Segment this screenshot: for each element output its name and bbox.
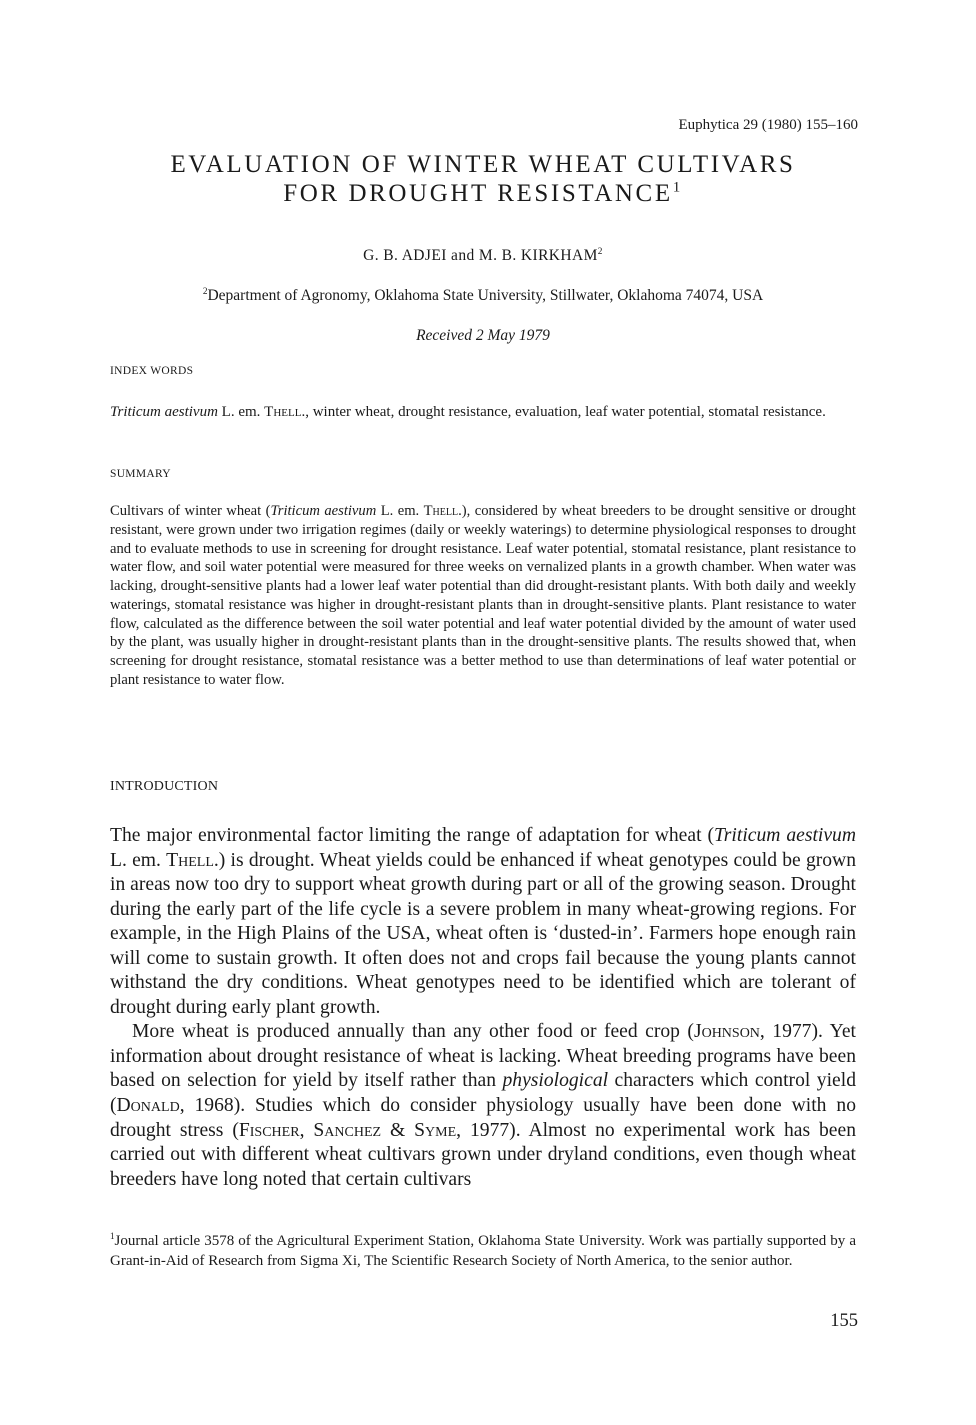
author-names: G. B. ADJEI and M. B. KIRKHAM	[363, 247, 598, 264]
footnote-text: Journal article 3578 of the Agricultural Experiment Station, Oklahoma State University. Work was partially supported by a Grant-in-Aid of Research from Sigma Xi, The Scientific Research Society of North America, to the senior author.	[110, 1233, 856, 1269]
keyword-species: Triticum aestivum	[110, 404, 218, 420]
page-number: 155	[830, 1311, 858, 1331]
introduction-body	[110, 824, 856, 1192]
author-affiliation-marker: 2	[597, 246, 603, 257]
article-title	[110, 150, 856, 208]
journal-citation: Euphytica 29 (1980) 155–160	[678, 117, 858, 133]
author-list	[110, 247, 856, 265]
citation-donald: Donald	[116, 1095, 180, 1117]
summary-species: Triticum aestivum	[270, 503, 377, 519]
keyword-author: Thell	[264, 404, 302, 420]
title-footnote-marker: 1	[672, 179, 683, 196]
affiliation	[110, 287, 856, 305]
intro-paragraph-2: More wheat is produced annually than any other food or feed crop (Johnson, 1977). Yet information about drought resistance of wheat is lacking. Wheat breeding programs have been based on selection for yield by itself rather than physiological characters which control yield (Donald, 1968). Studies which do consider physiology usually have been done with no drought stress (Fischer, Sanchez & Syme, 1977). Almost no experimental work has been carried out with different wheat cultivars grown under dryland conditions, even though wheat breeders have long noted that certain cultivars	[110, 1021, 856, 1190]
intro-paragraph-1: The major environmental factor limiting the range of adaptation for wheat (Triticum aestivum L. em. Thell.) is drought. Wheat yields could be enhanced if wheat genotypes could be grown in areas now too dry to support wheat growth during part or all of the growing season. Drought during the early part of the life cycle is a severe problem in many wheat-growing regions. For example, in the High Plains of the USA, wheat often is ‘dusted-in’. Farmers hope enough rain will come to sustain growth. It often does not and crops fail because the young plants cannot withstand the dry conditions. Wheat genotypes need to be identified which are tolerant of drought during early plant growth.	[110, 825, 857, 1018]
title-line-2: FOR DROUGHT RESISTANCE	[283, 180, 673, 207]
index-words: Triticum aestivum L. em. Thell., winter wheat, drought resistance, evaluation, leaf water potential, stomatal resistance.	[110, 404, 826, 420]
affiliation-marker: 2	[202, 286, 208, 297]
emphasis-physiological: physiological	[502, 1070, 609, 1092]
title-line-1: EVALUATION OF WINTER WHEAT CULTIVARS	[170, 151, 796, 178]
intro-species: Triticum aestivum	[713, 825, 856, 846]
introduction-heading: INTRODUCTION	[110, 779, 219, 794]
citation-sanchez: Sanchez	[313, 1119, 382, 1141]
footnote-marker: 1	[110, 1231, 115, 1241]
received-date: Received 2 May 1979	[416, 327, 550, 344]
affiliation-text: Department of Agronomy, Oklahoma State University, Stillwater, Oklahoma 74074, USA	[207, 287, 764, 304]
index-words-heading: INDEX WORDS	[110, 365, 194, 377]
footnote	[110, 1232, 856, 1271]
citation-fischer: Fischer	[238, 1119, 300, 1141]
summary-text: Cultivars of winter wheat (Triticum aestivum L. em. Thell.), considered by wheat breeders to be drought sensitive or drought resistant, were grown under two irrigation regimes (daily or weekly waterings) to determine physiological responses to drought and to evaluate methods to use in screening for drought resistance. Leaf water potential, stomatal resistance, plant resistance to water flow, and soil water potential were measured for three weeks on vernalized plants in a growth chamber. When water was lacking, drought-sensitive plants had a lower leaf water potential than did drought-resistant plants. With both daily and weekly waterings, stomatal resistance was higher in drought-resistant plants than in drought-sensitive plants. Plant resistance to water flow, calculated as the difference between the soil water potential and leaf water potential divided by the amount of water used by the plant, was usually higher in drought-resistant plants than in the drought-sensitive plants. The results showed that, when screening for drought resistance, stomatal resistance was a better method to use than determinations of leaf water potential or plant resistance to water flow.	[110, 503, 856, 688]
summary-heading: SUMMARY	[110, 468, 171, 480]
citation-johnson: Johnson	[693, 1021, 760, 1043]
citation-syme: Syme	[414, 1119, 457, 1141]
